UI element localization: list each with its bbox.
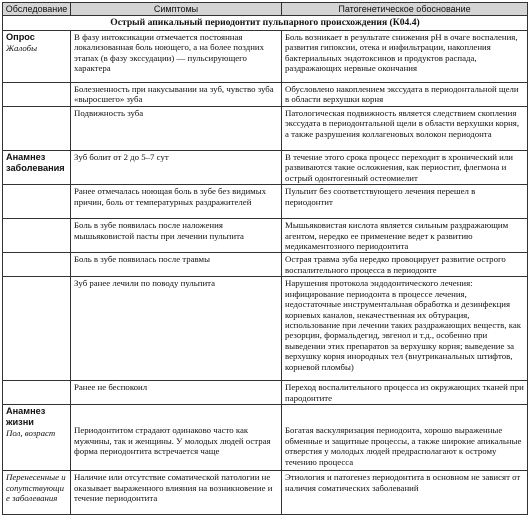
symptom-cell: Подвижность зуба [71,107,282,151]
rationale-cell: Боль возникает в результате снижения pH в очаге воспаления, развития гипоксии, отека и инфильтрации, накопления бактериальных эндотоксинов и продуктов распада, раздражающих нервные окончания [282,31,528,83]
table-row [3,83,528,107]
rationale-cell: Патологическая подвижность является следствием скопления экссудата в периодонтальной щели в области верхушки корня, а также разрушения коллагеновых волокон периодонта [282,107,528,151]
periodontitis-table [2,2,528,515]
symptom-text: Периодонтитом страдают одинаково часто как мужчины, так и женщины. У молодых людей острая форма периодонтита встречается чаще [74,425,271,457]
rationale-cell: Этиология и патогенез периодонтита в основном не зависят от наличия соматических заболеваний [282,471,528,515]
table-row [3,471,528,515]
rationale-cell: Мышьяковистая кислота является сильным раздражающим агентом, нередко ее применение ведет к развитию медикаментозного периодонтита [282,219,528,253]
section-main: Анамнез жизни [6,406,46,428]
section-main: Анамнез заболевания [6,152,65,173]
header-symptoms: Симптомы [71,3,282,16]
table-row [3,185,528,219]
table-title: Острый апикальный периодонтит пульпарного происхождения (К04.4) [3,16,528,31]
section-main: Опрос [6,32,35,42]
symptom-cell [71,405,282,471]
symptom-cell: В фазу интоксикации отмечается постоянная локализованная боль ноющего, а на более поздних этапах (в фазу экссудации) — пульсирующего характера [71,31,282,83]
table-row [3,151,528,185]
symptom-cell: Боль в зубе появилась после наложения мышьяковистой пасты при лечении пульпита [71,219,282,253]
rationale-cell: В течение этого срока процесс переходит в хронический или развиваются такие осложнения, как периостит, флегмона и острый одонтогенный остеомиелит [282,151,528,185]
rationale-cell: Пульпит без соответствующего лечения перешел в периодонтит [282,185,528,219]
section-spacer [3,219,71,253]
section-spacer [3,83,71,107]
rationale-cell: Обусловлено накоплением экссудата в периодонтальной щели в области верхушки корня [282,83,528,107]
rationale-cell: Острая травма зуба нередко провоцирует развитие острого воспалительного процесса в периодонте [282,253,528,277]
section-spacer [3,277,71,381]
table-row [3,405,528,471]
rationale-cell [282,405,528,471]
symptom-cell: Болезненность при накусывании на зуб, чувство зуба «выросшего» зуба [71,83,282,107]
section-spacer [3,185,71,219]
section-sub: Перенесенные и сопутствующие заболевания [6,472,66,504]
section-spacer [3,253,71,277]
symptom-cell: Зуб болит от 2 до 5–7 сут [71,151,282,185]
symptom-cell: Зуб ранее лечили по поводу пульпита [71,277,282,381]
section-label-survey [3,31,71,83]
section-label-disease-history [3,151,71,185]
rationale-cell: Переход воспалительного процесса из окружающих тканей при пародонтите [282,381,528,405]
header-rationale: Патогенетическое обоснование [282,3,528,16]
symptom-cell: Ранее не беспокоил [71,381,282,405]
section-label-life-history [3,405,71,471]
table-row [3,107,528,151]
table-row [3,381,528,405]
symptom-cell: Боль в зубе появилась после травмы [71,253,282,277]
symptom-cell: Ранее отмечалась ноющая боль в зубе без видимых причин, боль от температурных раздражителей [71,185,282,219]
table-row [3,31,528,83]
header-exam: Обследование [3,3,71,16]
section-label-comorbidities [3,471,71,515]
section-sub: Пол, возраст [6,427,56,438]
table-row [3,253,528,277]
symptom-cell: Наличие или отсутствие соматической патологии не оказывает выраженного влияния на возникновение и течение периодонтита [71,471,282,515]
table-row [3,277,528,381]
rationale-text: Богатая васкуляризация периодонта, хорошо выраженные обменные и защитные процессы, а также широкие апикальные отверстия у молодых людей предрасполагают к острому течению процесса [285,425,522,467]
rationale-cell: Нарушения протокола эндодонтического лечения: инфицирование периодонта в процессе лечения, недостаточные инструментальная обработка и дезинфекция корневых каналов, некачественная их обтурация, использование при лечении таких раздражающих веществ, как резорцин, формальдегид, эвгенол и т.д., особенно при выведении этих препаратов за верхушку корня; выведение за верхушку корня инородных тел (внутриканальных штифтов, корневой пломбы) [282,277,528,381]
section-spacer [3,381,71,405]
section-spacer [3,107,71,151]
section-sub: Жалобы [6,42,38,53]
header-row [3,3,528,16]
table-row [3,219,528,253]
title-row [3,16,528,31]
